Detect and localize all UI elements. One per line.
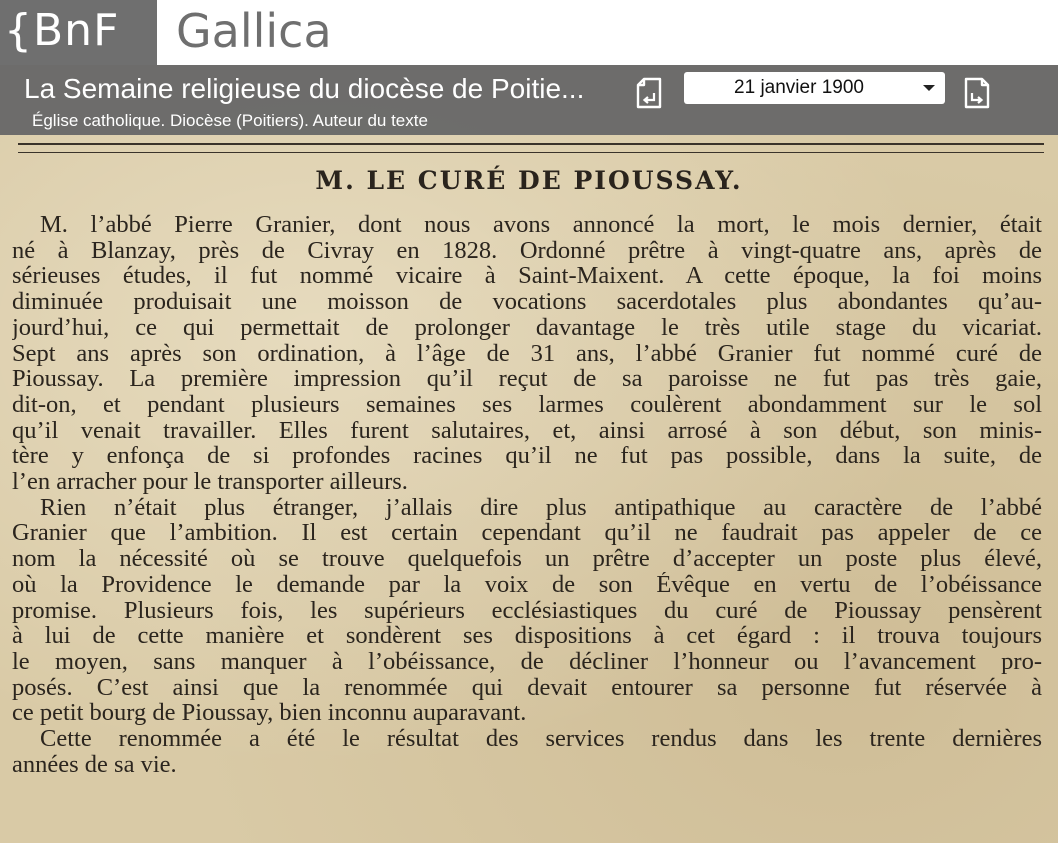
text-line: le moyen, sans manquer à l’obéissance, de décliner l’honneur ou l’avancement pro- xyxy=(12,648,1042,675)
text-line: Pioussay. La première impression qu’il reçut de sa paroisse ne fut pas très gaie, xyxy=(12,366,1042,392)
text-line: à lui de cette manière et sondèrent ses dispositions à cet égard : il trouva toujours xyxy=(12,623,1042,649)
text-line: sérieuses études, il fut nommé vicaire à Saint-Maixent. A cette époque, la foi moins xyxy=(12,263,1042,290)
next-issue-icon[interactable] xyxy=(958,73,994,113)
text-line: ce petit bourg de Pioussay, bien inconnu auparavant. xyxy=(12,700,527,727)
top-rule xyxy=(18,143,1044,145)
article-body xyxy=(12,212,1042,777)
document-author[interactable]: Église catholique. Diocèse (Poitiers). Auteur du texte xyxy=(32,111,428,130)
bnf-logo[interactable]: {BnF xyxy=(0,0,157,65)
text-line: M. l’abbé Pierre Granier, dont nous avons annoncé la mort, le mois dernier, était xyxy=(40,212,1042,238)
text-line: promise. Plusieurs fois, les supérieurs ecclésiastiques du curé de Pioussay pensèrent xyxy=(12,597,1042,624)
text-line: nom la nécessité où se trouve quelquefois un prêtre d’accepter un poste plus élevé, xyxy=(12,546,1042,572)
text-line: Granier que l’ambition. Il est certain cependant qu’il ne faudrait pas appeler de ce xyxy=(12,520,1042,547)
article-title: M. LE CURÉ DE PIOUSSAY. xyxy=(315,166,743,195)
chevron-down-icon xyxy=(923,85,935,91)
text-line: qu’il venait travailler. Elles furent salutaires, et, ainsi arrosé à son début, son minis- xyxy=(12,417,1042,444)
text-line: années de sa vie. xyxy=(12,751,177,778)
text-line: où la Providence le demande par la voix de son Évêque en vertu de l’obéissance xyxy=(12,571,1042,598)
document-title: La Semaine religieuse du diocèse de Poitie... xyxy=(24,73,585,104)
previous-issue-icon[interactable] xyxy=(632,73,668,113)
text-line: Sept ans après son ordination, à l’âge de 31 ans, l’abbé Granier fut nommé curé de xyxy=(12,340,1042,367)
text-line: tère y enfonça de si profondes racines qu’il ne fut pas possible, dans la suite, de xyxy=(12,443,1042,470)
text-line: diminuée produisait une moisson de vocations sacerdotales plus abondantes qu’au- xyxy=(12,289,1042,315)
top-rule-thin xyxy=(18,152,1044,153)
issue-date-select[interactable] xyxy=(684,72,945,104)
text-line: né à Blanzay, près de Civray en 1828. Ordonné prêtre à vingt-quatre ans, après de xyxy=(12,237,1042,264)
text-line: jourd’hui, ce qui permettait de prolonger davantage le très utile stage du vicariat. xyxy=(12,314,1042,341)
gallica-logo[interactable]: Gallica xyxy=(176,4,332,58)
site-header xyxy=(0,0,1058,65)
text-line: Rien n’était plus étranger, j’allais dire plus antipathique au caractère de l’abbé xyxy=(40,494,1042,521)
text-line: dit-on, et pendant plusieurs semaines ses larmes coulèrent abondamment sur le sol xyxy=(12,391,1042,418)
issue-date-value: 21 janvier 1900 xyxy=(734,77,864,98)
text-line: l’en arracher pour le transporter ailleurs. xyxy=(12,469,408,495)
text-line: posés. C’est ainsi que la renommée qui devait entourer sa personne fut réservée à xyxy=(12,674,1042,701)
text-line: Cette renommée a été le résultat des services rendus dans les trente dernières xyxy=(40,726,1042,752)
